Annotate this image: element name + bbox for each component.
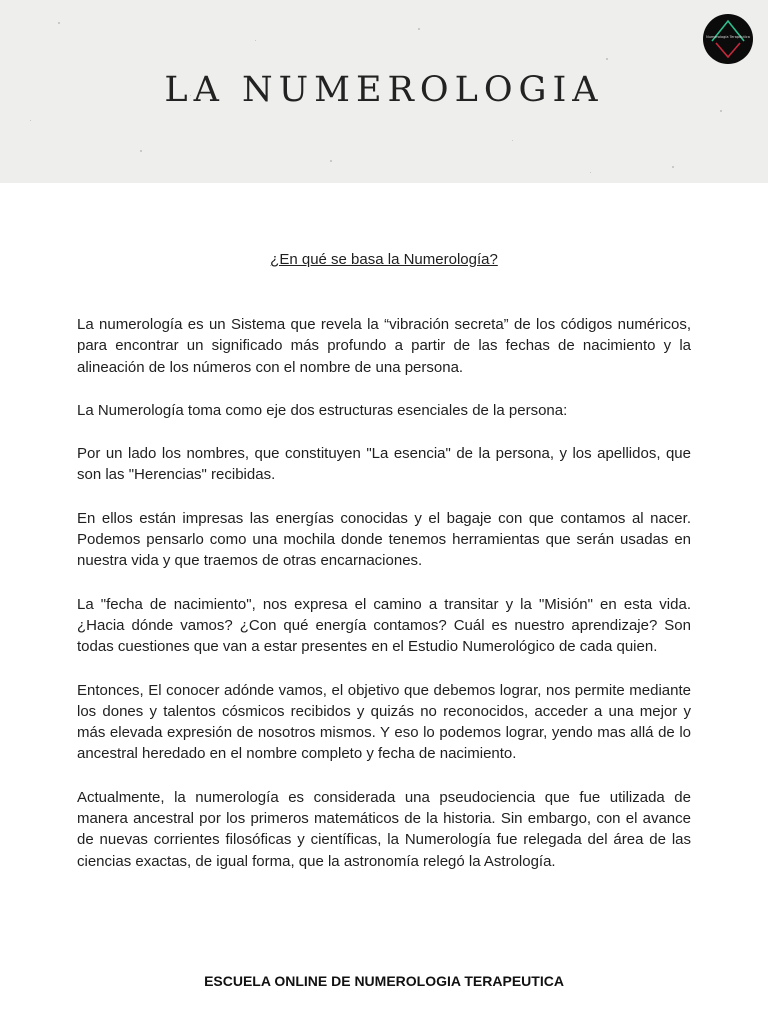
paragraph: La numerología es un Sistema que revela la “vibración secreta” de los códigos numéricos, para encontrar un significado más profundo a partir de las fechas de nacimiento y la alineación de los números con el nombre de una persona. [77,316,691,376]
footer-school-name: ESCUELA ONLINE DE NUMEROLOGIA TERAPEUTICA [204,973,564,989]
paragraph: Entonces, El conocer adónde vamos, el objetivo que debemos lograr, nos permite mediante los dones y talentos cósmicos recibidos y quizás no reconocidos, acceder a una mejor y más elevada expresión de nosotros mismos. Y eso lo podemos lograr, yendo mas allá de lo ancestral heredado en el nombre completo y fecha de nacimiento. [77,681,691,763]
logo-label: Numerología Terapéutica [706,35,750,39]
section-heading: ¿En qué se basa la Numerología? [270,251,498,268]
paragraph: Por un lado los nombres, que constituyen "La esencia" de la persona, y los apellidos, que son las "Herencias" recibidas. [77,445,691,484]
paragraph: Actualmente, la numerología es considerada una pseudociencia que fue utilizada de manera ancestral por los primeros matemáticos de la historia. Sin embargo, con el avance de nuevas corrientes filosóficas y científicas, la Numerología fue relegada del área de las ciencias exactas, de igual forma, que la astronomía relegó la Astrología. [77,788,691,870]
school-logo [703,14,753,64]
header-banner [0,0,768,183]
page-title: LA NUMEROLOGIA [164,70,604,110]
document-body [77,314,691,894]
paragraph: La "fecha de nacimiento", nos expresa el camino a transitar y la "Misión" en esta vida. ¿Hacia dónde vamos? ¿Con qué energía contamos? Cuál es nuestro aprendizaje? Son todas cuestiones que van a estar presentes en el Estudio Numerológico de cada quien. [77,595,691,656]
paragraph: En ellos están impresas las energías conocidas y el bagaje con que contamos al nacer. Podemos pensarlo como una mochila donde tenemos herramientas que serán usadas en nuestra vida y que traemos de otras encarnaciones. [77,509,691,570]
triangle-logo-icon [703,14,753,64]
paragraph: La Numerología toma como eje dos estructuras esenciales de la persona: [77,401,568,419]
